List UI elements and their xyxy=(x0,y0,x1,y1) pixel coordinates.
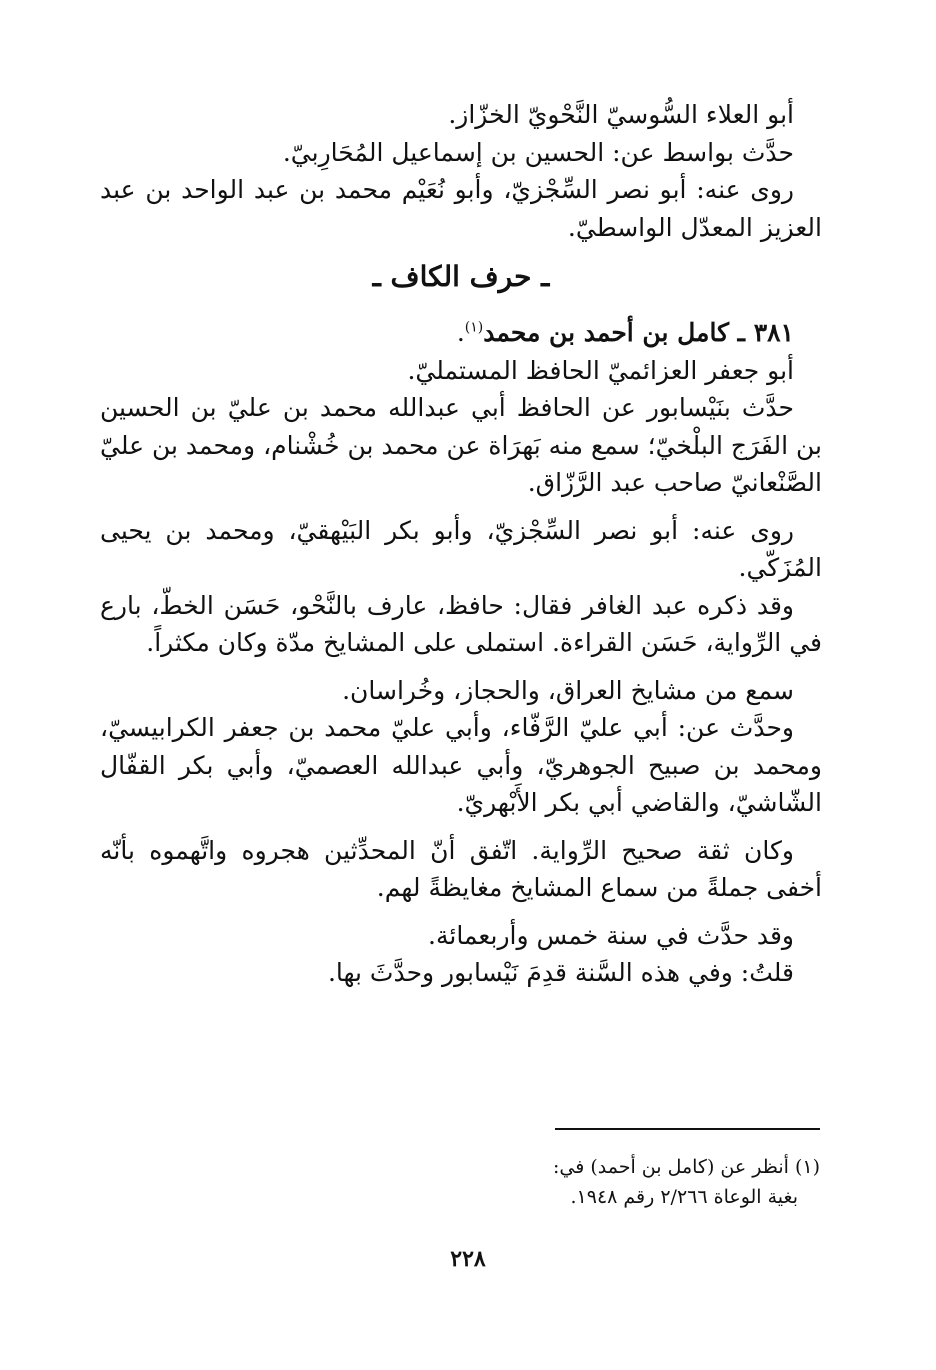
main-text xyxy=(100,96,822,992)
entry-heading xyxy=(100,314,822,352)
text-line: حدَّث بواسط عن: الحسين بن إسماعيل المُحَارِبيّ. xyxy=(282,137,794,167)
footnote-marker: (١) xyxy=(464,319,484,336)
paragraph: وقد ذكره عبد الغافر فقال: حافظ، عارف بالنَّحْو، حَسَن الخطّ، بارع في الرِّواية، حَسَن القراءة. استملى على المشايخ مدّة وكان مكثراً. xyxy=(100,590,822,657)
paragraph: وحدَّث عن: أبي عليّ الرَّفّاء، وأبي عليّ محمد بن جعفر الكرابيسيّ، ومحمد بن صبيح الجوهريّ، وأبي عبدالله العصميّ، وأبي بكر القفّال الشّاشيّ، والقاضي أبي بكر الأَبْهريّ. xyxy=(100,713,822,817)
footnote-line: بغية الوعاة ٢/٢٦٦ رقم ١٩٤٨. xyxy=(570,1186,798,1209)
entry-separator: ـ xyxy=(728,318,754,347)
paragraph: حدَّث بنَيْسابور عن الحافظ أبي عبدالله محمد بن عليّ بن الحسين بن الفَرَج البلْخيّ؛ سمع منه بَهرَاة عن محمد بن خُشْنام، ومحمد بن عليّ الصَّنْعانيّ صاحب عبد الرَّزّاق. xyxy=(100,393,822,497)
text-line: روى عنه: أبو نصر السِّجْزيّ، وأبو نُعَيْم محمد بن عبد الواحد بن عبد العزيز المعدّل الواسطيّ. xyxy=(100,175,822,242)
text-line: قلتُ: وفي هذه السَّنة قدِمَ نَيْسابور وحدَّثَ بها. xyxy=(327,958,794,987)
text-line: أبو جعفر العزائميّ الحافظ المستمليّ. xyxy=(407,355,794,385)
text-line: سمع من مشايخ العراق، والحجاز، وخُراسان. xyxy=(342,675,794,705)
footnote-line: (١) أنظر عن (كامل بن أحمد) في: xyxy=(552,1156,820,1178)
paragraph: روى عنه: أبو نصر السِّجْزيّ، وأبو بكر البَيْهقيّ، ومحمد بن يحيى المُزَكّي. xyxy=(100,515,822,582)
entry-name: كامل بن أحمد بن محمد xyxy=(483,318,729,347)
entry-end: . xyxy=(456,318,465,347)
footnote-divider xyxy=(555,1128,820,1130)
section-heading: ـ حرف الكاف ـ xyxy=(372,260,550,293)
paragraph: وكان ثقة صحيح الرِّواية. اتّفق أنّ المحدِّثين هجروه واتَّهموه بأنّه أخفى جملةً من سماع المشايخ مغايظةً لهم. xyxy=(100,835,822,902)
text-line: أبو العلاء السُّوسيّ النَّحْويّ الخزّاز. xyxy=(448,100,794,129)
entry-number: ٣٨١ xyxy=(753,318,794,347)
page-number: ٢٢٨ xyxy=(450,1246,486,1272)
footnote xyxy=(400,1152,820,1213)
text-line: وقد حدَّث في سنة خمس وأربعمائة. xyxy=(428,920,794,950)
